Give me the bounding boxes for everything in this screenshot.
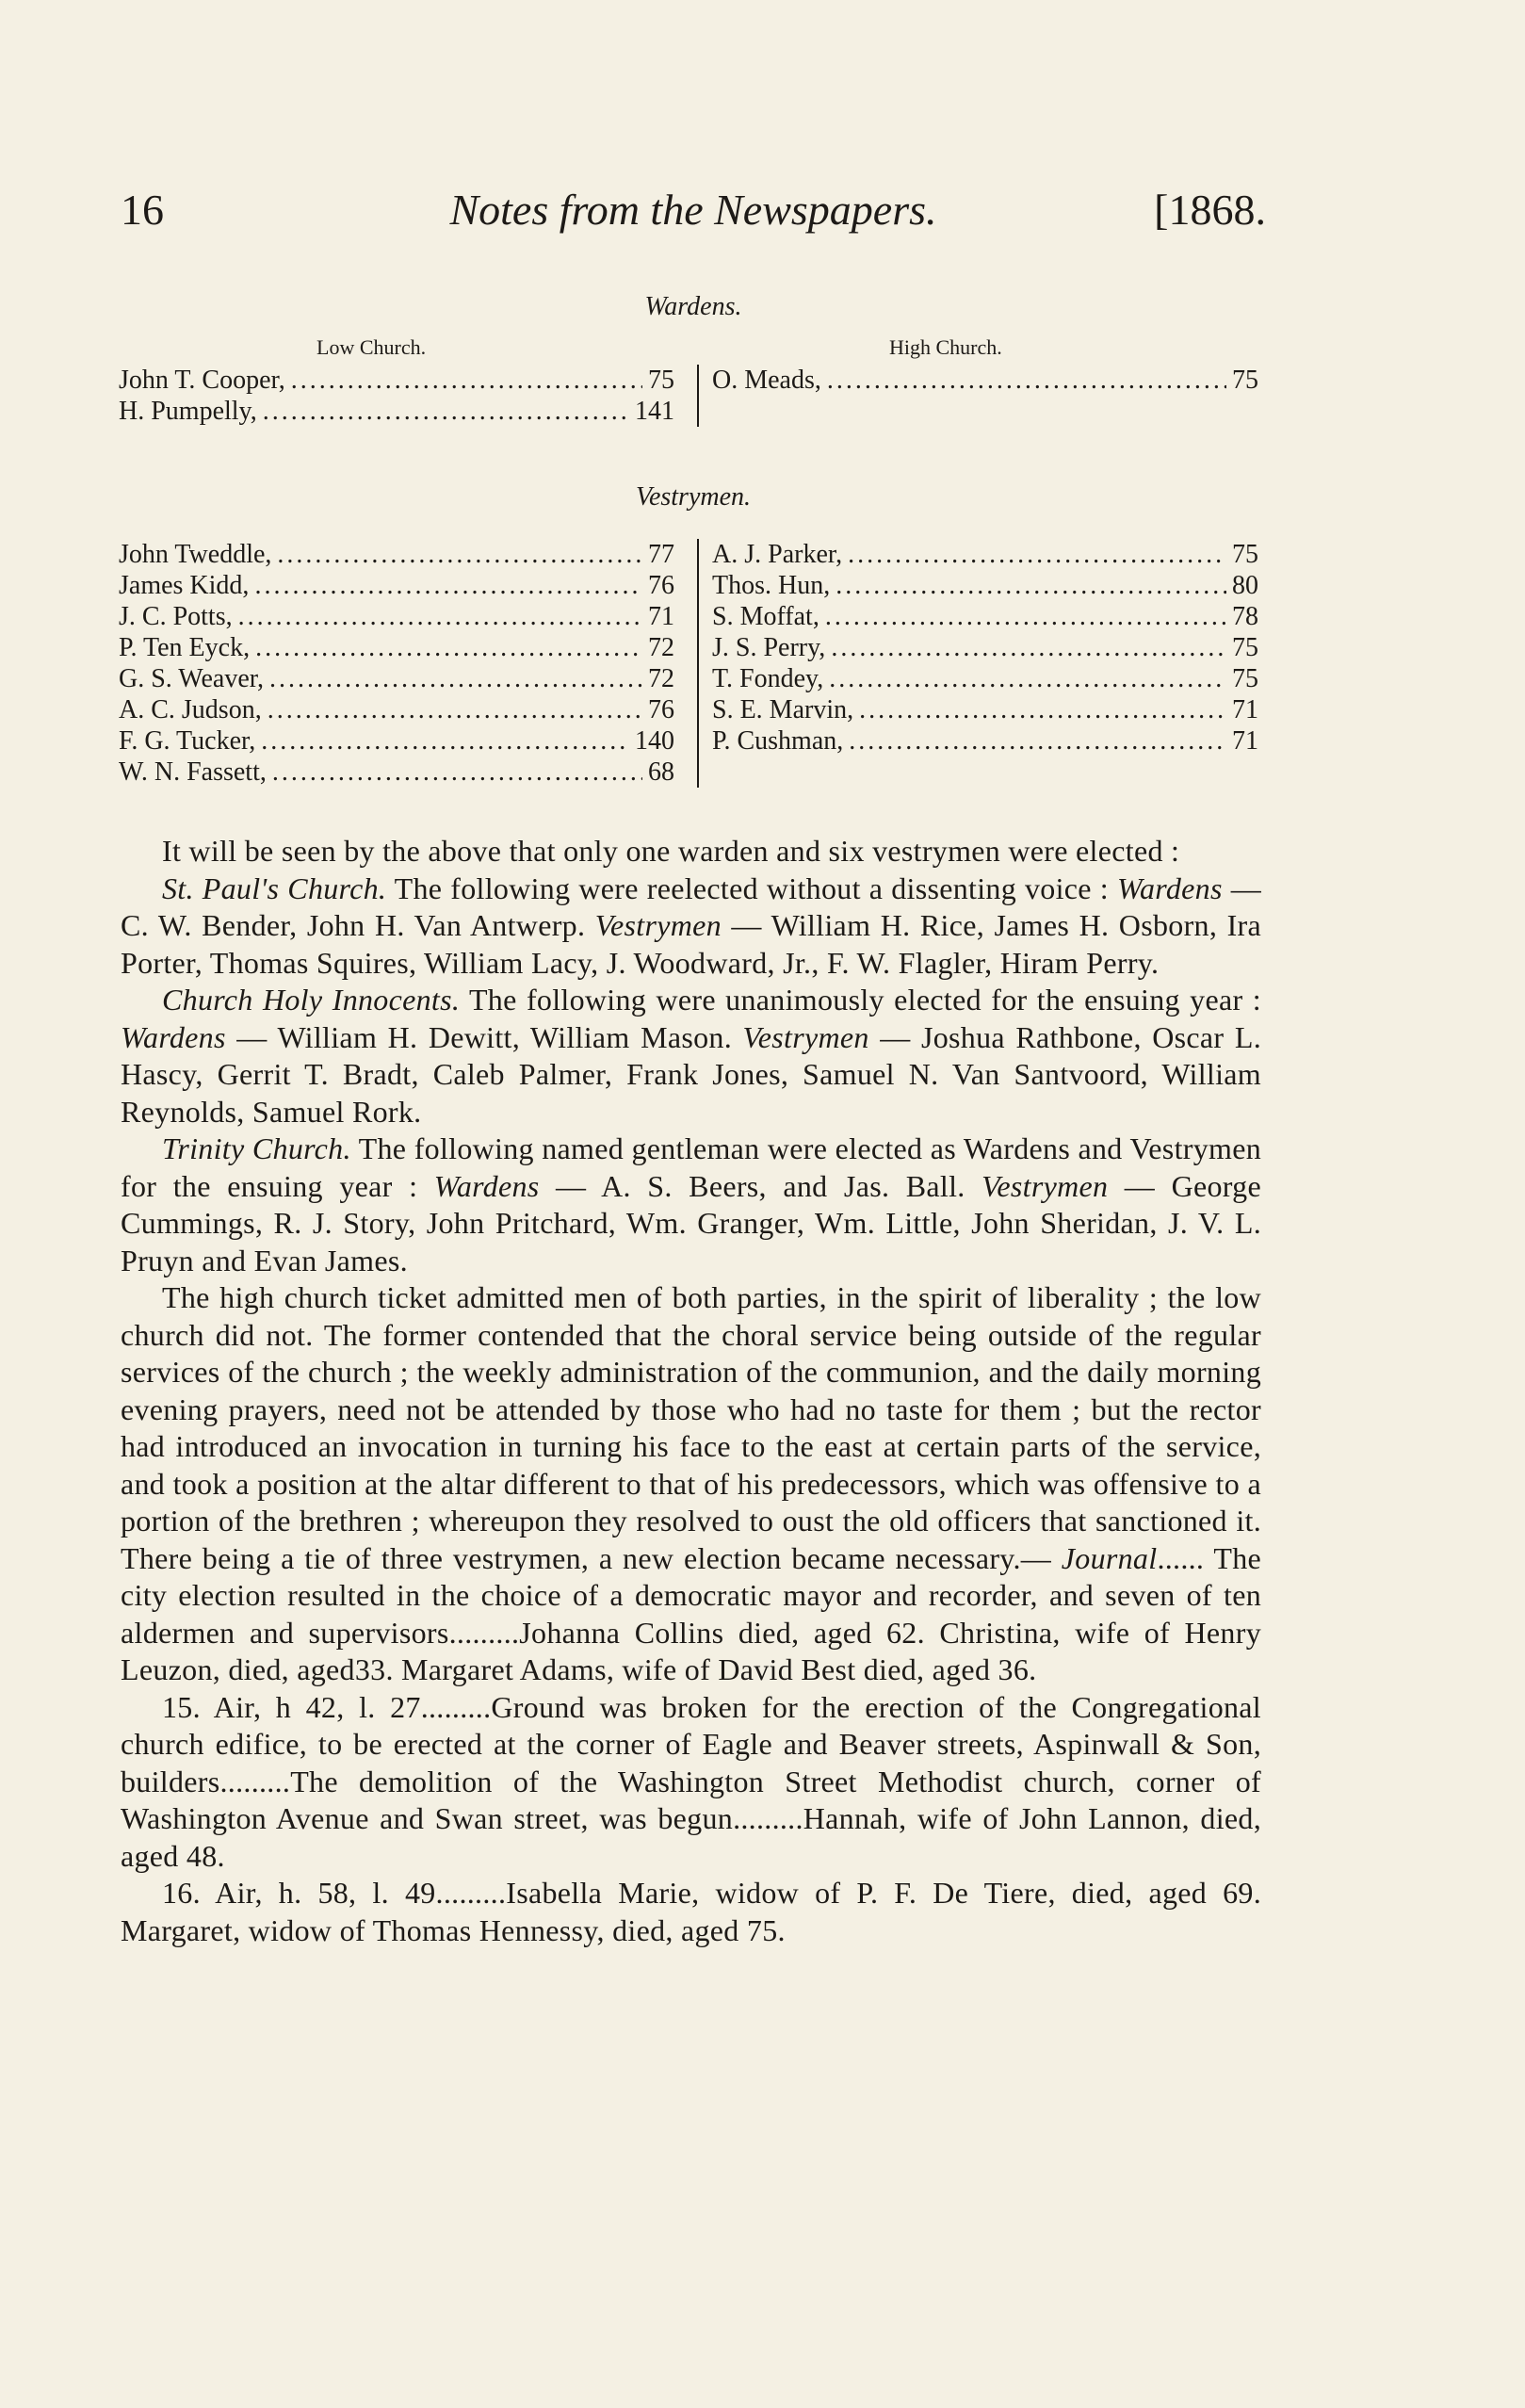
list-item [119, 725, 674, 757]
dot-leader [848, 539, 1226, 570]
paragraph-text: The following were unanimously elected for the ensuing year : [460, 983, 1261, 1017]
vestrymen-low-column [119, 539, 674, 788]
candidate-name: John Tweddle, [119, 540, 272, 569]
paragraph-st-pauls [121, 870, 1261, 983]
paragraph-trinity [121, 1131, 1261, 1279]
paragraph-text: The high church ticket admitted men of both parties, in the spirit of liberality ; the low church did not. The former contended that the choral service being outside of the regular services of the church ; the weekly administration of the communion, and the daily morning evening prayers, need not be attended by those who had no taste for them ; but the rector had introduced an invocation in turning his face to the east at certain parts of the service, and took a position at the altar different to that of his predecessors, which was offensive to a portion of the brethren ; whereupon they resolved to oust the old officers that sanctioned it. There being a tie of three vestrymen, a new election became necessary.— [121, 1280, 1261, 1575]
dot-leader [277, 539, 642, 570]
running-year: [1868. [1154, 186, 1266, 234]
vote-count: 78 [1232, 602, 1258, 631]
candidate-name: F. G. Tucker, [119, 726, 256, 756]
church-name: Church Holy Innocents. [162, 983, 461, 1017]
dot-leader [831, 632, 1226, 663]
paragraph-text: — William H. Dewitt, William Mason. [225, 1019, 743, 1054]
vestrymen-label: Vestrymen [594, 908, 722, 942]
paragraph-text: 15. Air, h 42, l. 27.........Ground was broken for the erection of the Congregational church edifice, to be erected at the corner of Eagle and Beaver streets, Aspinwall & Son, builders.........The demolition of the Washington Street Methodist church, corner of Washington Avenue and Swan street, was begun.........Hannah, wife of John Lannon, died, aged 48. [121, 1689, 1261, 1873]
vote-count: 141 [635, 397, 674, 426]
list-item [119, 601, 674, 632]
list-item [119, 757, 674, 788]
page-number: 16 [121, 186, 164, 234]
vote-count: 75 [648, 366, 674, 395]
list-item [712, 365, 1258, 396]
list-item [119, 570, 674, 601]
dot-leader [829, 663, 1226, 694]
wardens-low-column [119, 365, 674, 427]
candidate-name: P. Cushman, [712, 726, 844, 756]
dot-leader [263, 396, 629, 427]
list-item [119, 663, 674, 694]
list-item [712, 725, 1258, 757]
high-church-label: High Church. [889, 335, 1002, 359]
vote-count: 77 [648, 540, 674, 569]
vote-count: 71 [1232, 726, 1258, 756]
vote-count: 75 [1232, 366, 1258, 395]
paragraph-text: — William H. Rice, James H. Osborn, Ira Porter, Thomas Squires, William Lacy, J. Woodward, Jr., F. W. Flagler, Hiram Perry. [121, 908, 1262, 980]
candidate-name: P. Ten Eyck, [119, 633, 251, 662]
list-item [119, 396, 674, 427]
list-item [712, 570, 1258, 601]
dot-leader [272, 757, 642, 788]
vote-count: 140 [635, 726, 674, 756]
vote-count: 72 [648, 633, 674, 662]
candidate-name: Thos. Hun, [712, 571, 831, 600]
dot-leader [825, 601, 1226, 632]
candidate-name: J. S. Perry, [712, 633, 826, 662]
paragraph-summary [121, 833, 1261, 870]
candidate-name: A. J. Parker, [712, 540, 843, 569]
vestrymen-table [119, 539, 1258, 788]
paragraph-text: The following named gentleman were elected as Wardens and Vestrymen for the ensuing year : [121, 1131, 1262, 1203]
candidate-name: J. C. Potts, [119, 602, 233, 631]
paragraph-text: — C. W. Bender, John H. Van Antwerp. [121, 870, 1262, 942]
list-item [119, 539, 674, 570]
source-journal: Journal [1061, 1540, 1158, 1575]
wardens-label: Wardens [121, 1019, 226, 1054]
paragraph-text: It will be seen by the above that only one warden and six vestrymen were elected : [162, 834, 1180, 868]
paragraph-text: — A. S. Beers, and Jas. Ball. [539, 1168, 982, 1203]
vestrymen-label: Vestrymen [982, 1168, 1109, 1203]
vote-count: 75 [1232, 633, 1258, 662]
wardens-high-column [699, 365, 1258, 396]
list-item [712, 539, 1258, 570]
dot-leader [291, 365, 642, 396]
list-item [712, 632, 1258, 663]
vestrymen-label: Vestrymen [742, 1019, 869, 1054]
low-church-label: Low Church. [316, 335, 427, 359]
dot-leader [268, 694, 642, 725]
wardens-label: Wardens [433, 1168, 540, 1203]
vote-count: 75 [1232, 664, 1258, 693]
candidate-name: S. Moffat, [712, 602, 819, 631]
list-item [119, 365, 674, 396]
dot-leader [261, 725, 629, 757]
paragraph-text: ...... The city election resulted in the choice of a democratic mayor and recorder, and seven of ten aldermen and supervisors.........Johanna Collins died, aged 62. Christina, wife of Henry Leuzon, died, aged33. Margaret Adams, wife of David Best died, aged 36. [121, 1540, 1261, 1686]
list-item [712, 663, 1258, 694]
vote-count: 76 [648, 571, 674, 600]
paragraph-text: — Joshua Rathbone, Oscar L. Hascy, Gerrit T. Bradt, Caleb Palmer, Frank Jones, Samuel N. Van Santvoord, William Reynolds, Samuel Rork. [121, 1019, 1261, 1129]
list-item [712, 694, 1258, 725]
dot-leader [827, 365, 1226, 396]
dot-leader [269, 663, 642, 694]
candidate-name: O. Meads, [712, 366, 821, 395]
candidate-name: John T. Cooper, [119, 366, 285, 395]
wardens-heading: Wardens. [644, 292, 742, 321]
dot-leader [849, 725, 1226, 757]
candidate-name: H. Pumpelly, [119, 397, 257, 426]
candidate-name: S. E. Marvin, [712, 695, 854, 724]
paragraph-high-church [121, 1279, 1261, 1689]
paragraph-text: The following were reelected without a dissenting voice : [386, 870, 1117, 905]
vote-count: 71 [648, 602, 674, 631]
paragraph-holy-innocents [121, 982, 1261, 1131]
vestrymen-high-column [699, 539, 1258, 757]
dot-leader [255, 632, 642, 663]
candidate-name: James Kidd, [119, 571, 250, 600]
running-head [121, 185, 1266, 241]
dot-leader [238, 601, 642, 632]
candidate-name: A. C. Judson, [119, 695, 262, 724]
body-text [121, 833, 1261, 1949]
vote-count: 71 [1232, 695, 1258, 724]
candidate-name: W. N. Fassett, [119, 757, 267, 787]
vote-count: 80 [1232, 571, 1258, 600]
wardens-table [119, 365, 1258, 427]
vote-count: 72 [648, 664, 674, 693]
list-item [712, 601, 1258, 632]
paragraph-day-15 [121, 1689, 1261, 1876]
list-item [119, 694, 674, 725]
vote-count: 68 [648, 757, 674, 787]
candidate-name: G. S. Weaver, [119, 664, 264, 693]
dot-leader [859, 694, 1226, 725]
paragraph-text: 16. Air, h. 58, l. 49.........Isabella Marie, widow of P. F. De Tiere, died, aged 69. Margaret, widow of Thomas Hennessy, died, aged 75. [121, 1876, 1261, 1947]
candidate-name: T. Fondey, [712, 664, 824, 693]
paragraph-text: — George Cummings, R. J. Story, John Pritchard, Wm. Granger, Wm. Little, John Sheridan, J. V. L. Pruyn and Evan James. [121, 1168, 1261, 1277]
wardens-label: Wardens [1116, 870, 1223, 905]
dot-leader [836, 570, 1226, 601]
vote-count: 75 [1232, 540, 1258, 569]
list-item [119, 632, 674, 663]
dot-leader [254, 570, 642, 601]
vestrymen-heading: Vestrymen. [635, 482, 752, 512]
church-name: Trinity Church. [162, 1131, 351, 1165]
vote-count: 76 [648, 695, 674, 724]
church-name: St. Paul's Church. [162, 870, 387, 905]
running-title: Notes from the Newspapers. [449, 186, 937, 234]
paragraph-day-16 [121, 1875, 1261, 1949]
